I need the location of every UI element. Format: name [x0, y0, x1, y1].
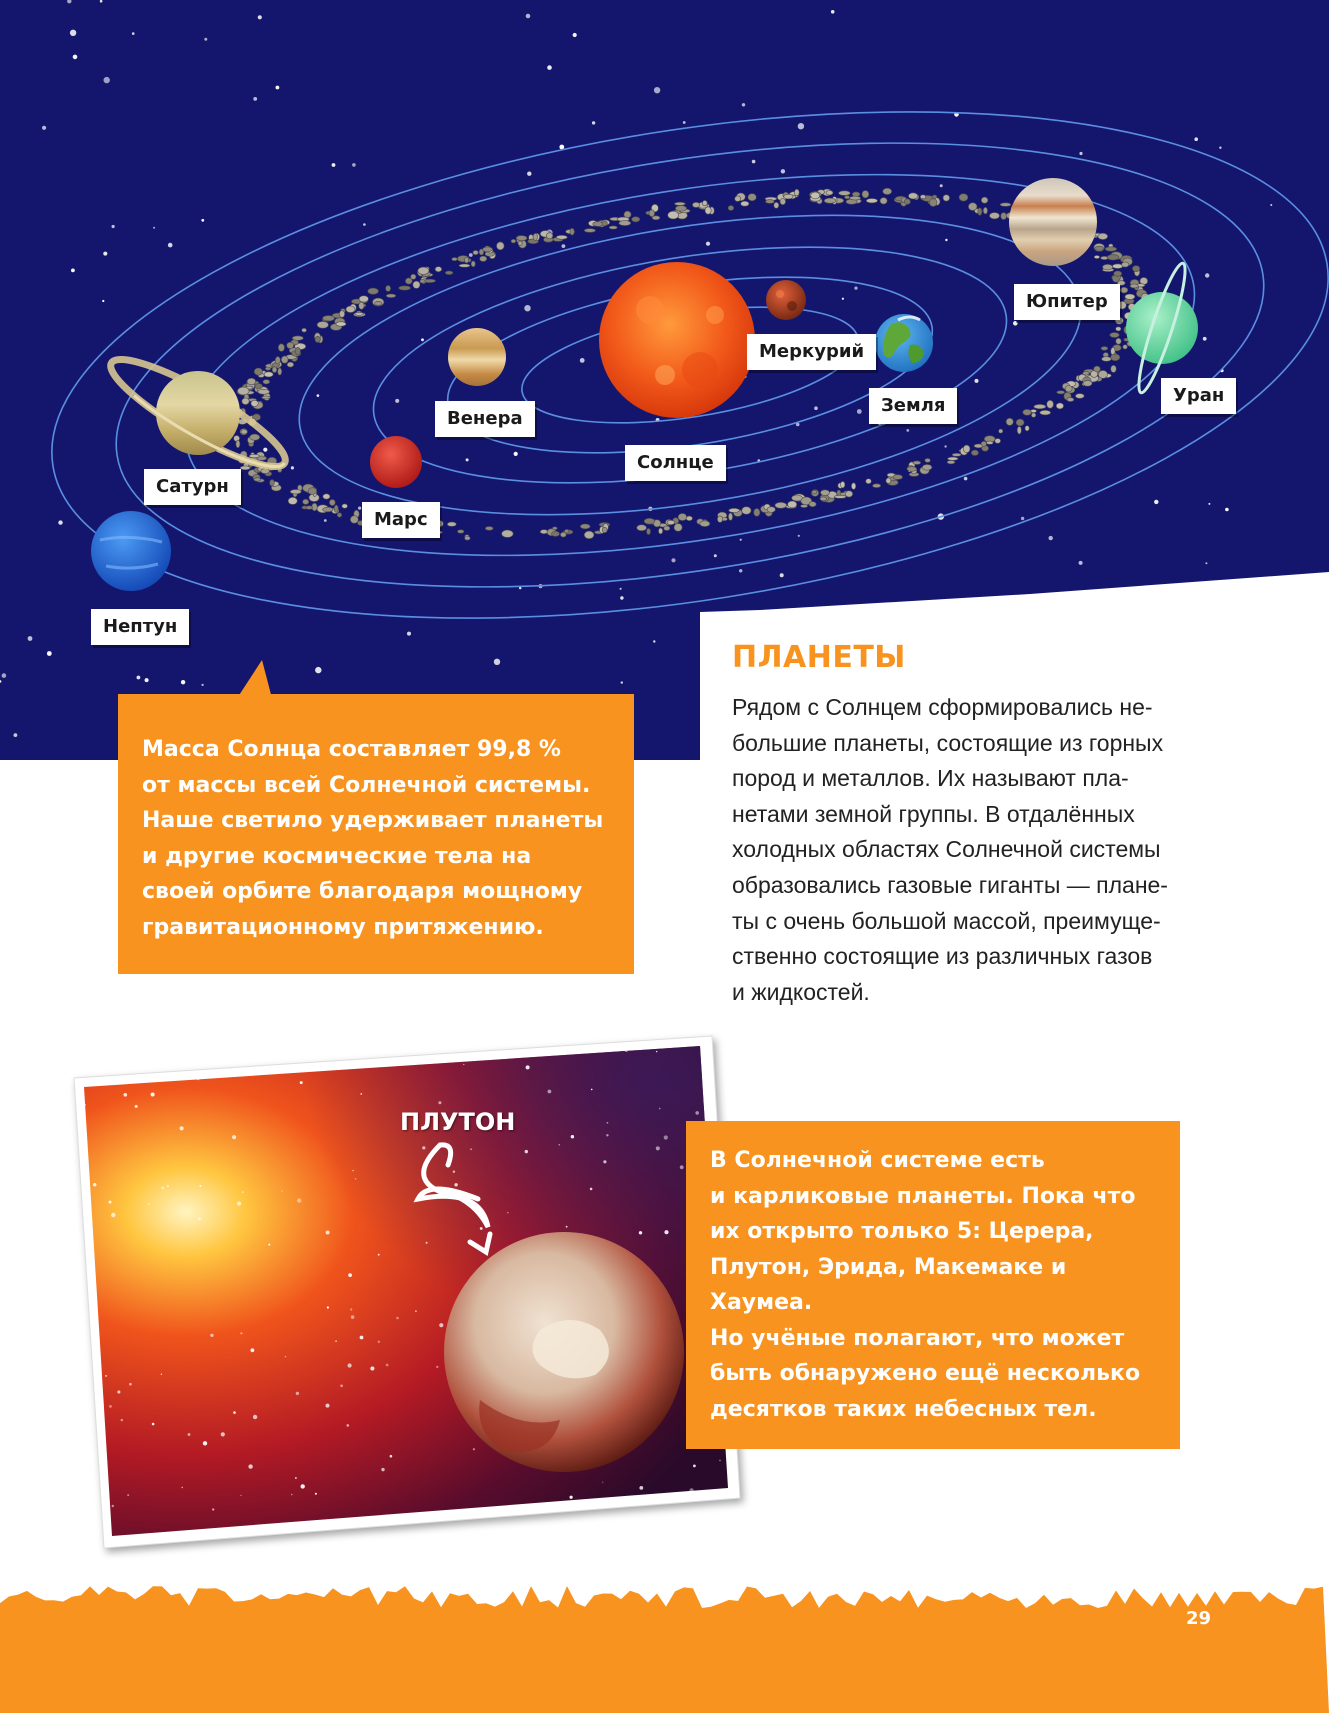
- photo-star: [167, 1185, 169, 1187]
- label-neptune: Нептун: [91, 609, 189, 645]
- dwarf-planets-callout: [686, 1121, 1180, 1449]
- paragraph-line: холодных областях Солнечной системы: [732, 836, 1161, 863]
- photo-star: [566, 1226, 568, 1228]
- photo-star: [253, 1059, 256, 1062]
- photo-star: [340, 1385, 343, 1388]
- photo-star: [591, 1089, 593, 1091]
- photo-star: [232, 1135, 236, 1139]
- photo-star: [464, 1121, 468, 1125]
- photo-star: [396, 1317, 399, 1320]
- photo-star: [415, 1310, 417, 1312]
- photo-star: [606, 1134, 608, 1136]
- photo-star: [203, 1441, 207, 1445]
- paragraph-line: ственно состоящие из различных газов: [732, 943, 1153, 970]
- photo-star: [463, 1064, 464, 1065]
- photo-star: [352, 1170, 354, 1172]
- photo-star: [347, 1424, 350, 1427]
- dwarf-callout-line: их открыто только 5: Церера,: [710, 1219, 1094, 1244]
- photo-star: [121, 1419, 123, 1421]
- photo-star: [240, 1495, 241, 1496]
- photo-star: [602, 1482, 603, 1483]
- photo-star: [480, 1227, 483, 1230]
- photo-star: [526, 1065, 530, 1069]
- photo-star: [350, 1308, 352, 1310]
- photo-star: [680, 1165, 684, 1169]
- planets-heading: ПЛАНЕТЫ: [732, 640, 906, 675]
- footer-band: [0, 1570, 1329, 1713]
- dwarf-callout-line: быть обнаружено ещё несколько: [710, 1361, 1141, 1386]
- photo-star: [210, 1334, 213, 1337]
- photo-star: [117, 1391, 120, 1394]
- photo-star: [81, 1458, 84, 1461]
- photo-star: [295, 1477, 297, 1479]
- photo-star: [105, 1375, 107, 1377]
- photo-star: [559, 1144, 560, 1145]
- photo-star: [719, 1460, 720, 1461]
- photo-star: [656, 1146, 660, 1150]
- paragraph-line: пород и металлов. Их называют пла-: [732, 765, 1129, 792]
- photo-star: [360, 1093, 362, 1095]
- photo-star: [152, 1423, 155, 1426]
- photo-star: [112, 1505, 114, 1507]
- photo-star: [109, 1201, 112, 1204]
- photo-star: [528, 1535, 530, 1537]
- dwarf-callout-line: В Солнечной системе есть: [710, 1148, 1045, 1173]
- photo-star: [233, 1411, 236, 1414]
- photo-star: [300, 1081, 303, 1084]
- pluto-label: ПЛУТОН: [400, 1108, 516, 1136]
- photo-star: [454, 1183, 457, 1186]
- photo-star: [242, 1191, 244, 1193]
- dwarf-callout-line: Плутон, Эрида, Макемаке и Хаумеа.: [710, 1254, 1067, 1315]
- label-saturn: Сатурн: [144, 469, 241, 505]
- photo-star: [173, 1043, 177, 1047]
- photo-star: [301, 1484, 305, 1488]
- paragraph-line: и жидкостей.: [732, 978, 870, 1005]
- photo-star: [237, 1202, 241, 1206]
- photo-star: [335, 1340, 337, 1342]
- paragraph-line: нетами земной группы. В отдалённых: [732, 800, 1135, 827]
- photo-star: [659, 1108, 661, 1110]
- photo-star: [162, 1187, 164, 1189]
- photo-star: [548, 1090, 552, 1094]
- sun-callout-line: своей орбите благодаря мощному: [142, 879, 583, 904]
- label-sun: Солнце: [625, 445, 726, 481]
- photo-star: [378, 1341, 380, 1343]
- photo-star: [426, 1242, 428, 1244]
- photo-star: [381, 1468, 384, 1471]
- photo-star: [390, 1455, 393, 1458]
- photo-star: [291, 1494, 293, 1496]
- label-mars: Марс: [362, 502, 440, 538]
- dwarf-callout-line: и карликовые планеты. Пока что: [710, 1183, 1136, 1209]
- photo-star: [221, 1432, 225, 1436]
- photo-star: [656, 1051, 657, 1052]
- photo-star: [180, 1126, 184, 1130]
- photo-star: [161, 1374, 162, 1375]
- dwarf-callout-text: [710, 1143, 1170, 1427]
- photo-star: [607, 1122, 609, 1124]
- label-mercury: Меркурий: [747, 334, 876, 370]
- photo-star: [378, 1254, 380, 1256]
- photo-star: [695, 1111, 699, 1115]
- label-earth: Земля: [869, 388, 957, 424]
- paragraph-line: ты с очень большой массой, преимуще-: [732, 907, 1161, 934]
- photo-star: [240, 1332, 242, 1334]
- photo-star: [355, 1178, 357, 1180]
- photo-star: [148, 1203, 150, 1205]
- photo-star: [135, 1105, 138, 1108]
- photo-star: [571, 1135, 574, 1138]
- dwarf-callout-line: Но учёные полагают, что может: [710, 1325, 1125, 1351]
- photo-star: [348, 1363, 352, 1367]
- photo-star: [438, 1101, 441, 1104]
- photo-star: [199, 1185, 201, 1187]
- photo-star: [536, 1515, 539, 1518]
- photo-star: [129, 1383, 132, 1386]
- sun-callout-line: Масса Солнца составляет 99,8 %: [142, 737, 561, 762]
- photo-star: [281, 1190, 283, 1192]
- photo-star: [507, 1212, 508, 1213]
- photo-star: [639, 1486, 643, 1490]
- photo-star: [401, 1047, 403, 1049]
- photo-star: [268, 1244, 270, 1246]
- paragraph-line: Рядом с Солнцем сформировались не-: [732, 694, 1153, 720]
- photo-star: [81, 1523, 82, 1524]
- photo-star: [348, 1273, 352, 1277]
- photo-star: [360, 1336, 364, 1340]
- photo-star: [439, 1323, 443, 1327]
- photo-star: [124, 1093, 128, 1097]
- photo-star: [590, 1188, 593, 1191]
- label-uranus: Уран: [1161, 378, 1236, 414]
- photo-star: [693, 1465, 696, 1468]
- sun-callout-line: гравитационному притяжению.: [142, 914, 544, 940]
- photo-star: [296, 1392, 299, 1395]
- photo-star: [310, 1045, 314, 1049]
- sun-callout-line: от массы всей Солнечной системы.: [142, 772, 591, 798]
- photo-star: [664, 1230, 668, 1234]
- sun-callout-line: и другие космические тела на: [142, 843, 532, 869]
- photo-star: [326, 1231, 330, 1235]
- photo-star: [470, 1148, 472, 1150]
- photo-star: [664, 1135, 668, 1139]
- photo-star: [422, 1146, 425, 1149]
- photo-star: [570, 1496, 573, 1499]
- photo-star: [212, 1508, 214, 1510]
- photo-star: [182, 1487, 183, 1488]
- photo-star: [93, 1183, 96, 1186]
- photo-star: [639, 1231, 642, 1234]
- photo-star: [315, 1493, 317, 1495]
- photo-star: [253, 1415, 257, 1419]
- photo-star: [623, 1538, 626, 1541]
- photo-star: [111, 1213, 115, 1217]
- photo-star: [647, 1514, 649, 1516]
- photo-star: [473, 1448, 475, 1450]
- photo-star: [351, 1315, 355, 1319]
- page-number: 29: [1186, 1608, 1212, 1629]
- label-venus: Венера: [435, 401, 535, 437]
- photo-star: [386, 1364, 389, 1367]
- photo-star: [251, 1348, 255, 1352]
- photo-star: [436, 1366, 438, 1368]
- photo-star: [326, 1404, 330, 1408]
- photo-star: [151, 1093, 155, 1097]
- photo-star: [525, 1150, 528, 1153]
- photo-star: [188, 1433, 191, 1436]
- dwarf-callout-line: десятков таких небесных тел.: [710, 1396, 1097, 1422]
- photo-star: [564, 1521, 565, 1522]
- photo-star: [198, 1217, 201, 1220]
- photo-star: [370, 1367, 374, 1371]
- paragraph-line: большие планеты, состоящие из горных: [732, 729, 1164, 756]
- photo-star: [327, 1306, 329, 1308]
- sun-callout-line: Наше светило удерживает планеты: [142, 808, 604, 833]
- photo-star: [297, 1198, 301, 1202]
- label-jupiter: Юпитер: [1014, 284, 1120, 320]
- photo-star: [109, 1405, 112, 1408]
- photo-star: [248, 1464, 252, 1468]
- photo-star: [285, 1356, 287, 1358]
- paragraph-line: образовались газовые гиганты — плане-: [732, 871, 1168, 898]
- photo-star: [127, 1494, 129, 1496]
- photo-star: [603, 1160, 606, 1163]
- photo-star: [453, 1171, 455, 1173]
